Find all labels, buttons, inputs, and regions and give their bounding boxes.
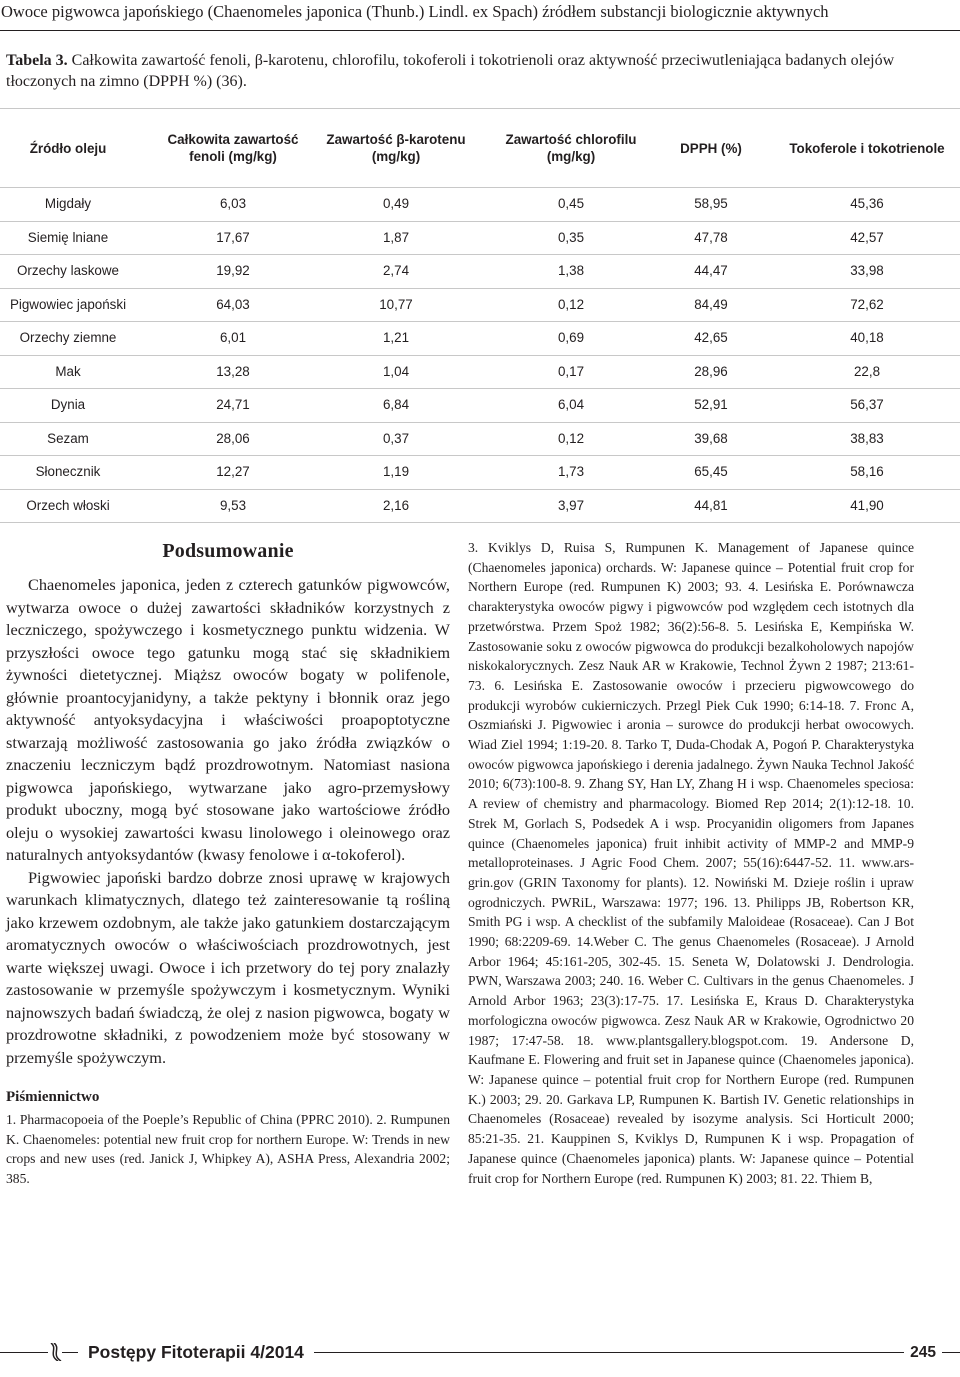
chlorophyll-cell: 1,73 bbox=[557, 464, 585, 479]
table-header bbox=[0, 108, 960, 188]
oil-source-cell: Mak bbox=[55, 363, 81, 379]
beta-carotene-cell: 1,19 bbox=[382, 464, 410, 479]
dpph-cell: 44,81 bbox=[694, 497, 728, 513]
tocopherols-cell: 33,98 bbox=[850, 263, 884, 278]
phenols-cell: 17,67 bbox=[216, 229, 250, 245]
page-number: 245 bbox=[904, 1342, 942, 1364]
beta-carotene-cell: 2,16 bbox=[382, 497, 410, 513]
table-caption-text: Całkowita zawartość fenoli, β-karotenu, chlorofilu, tokoferoli i tokotrienoli oraz aktywność przeciwutleniająca badanych olejów tłoczonych na zimno (DPPH %) (36). bbox=[6, 52, 895, 90]
table-row bbox=[0, 423, 960, 457]
phenols-cell: 6,03 bbox=[219, 196, 247, 211]
table-row bbox=[0, 188, 960, 222]
dpph-cell: 28,96 bbox=[694, 363, 728, 379]
table-row bbox=[0, 289, 960, 323]
phenols-cell: 19,92 bbox=[216, 263, 250, 278]
table-caption bbox=[6, 50, 956, 92]
table-body bbox=[0, 188, 960, 523]
chlorophyll-cell: 0,45 bbox=[557, 196, 585, 211]
phenols-cell: 12,27 bbox=[216, 464, 250, 479]
dpph-cell: 58,95 bbox=[694, 196, 728, 211]
table-row bbox=[0, 456, 960, 490]
column-header-text: Zawartość β-karotenu (mg/kg) bbox=[326, 132, 466, 164]
tocopherols-cell: 40,18 bbox=[850, 330, 884, 345]
column-header bbox=[780, 109, 954, 187]
dpph-cell: 65,45 bbox=[694, 464, 728, 479]
beta-carotene-cell: 0,37 bbox=[382, 430, 410, 446]
oil-source-cell: Pigwowiec japoński bbox=[9, 296, 127, 312]
right-column bbox=[468, 538, 914, 1188]
tocopherols-cell: 58,16 bbox=[850, 464, 884, 479]
table-row bbox=[0, 255, 960, 289]
column-header bbox=[318, 109, 474, 187]
tocopherols-cell: 56,37 bbox=[850, 397, 884, 412]
beta-carotene-cell: 10,77 bbox=[379, 296, 413, 312]
table-caption-label: Tabela 3. bbox=[6, 52, 68, 69]
running-header: Owoce pigwowca japońskiego (Chaenomeles japonica (Thunb.) Lindl. ex Spach) źródłem substancji biologicznie aktywnych bbox=[1, 2, 829, 21]
data-table bbox=[0, 108, 960, 523]
oil-source-cell: Sezam bbox=[47, 430, 89, 446]
header-rule bbox=[0, 30, 960, 31]
oil-source-cell: Dynia bbox=[50, 397, 86, 412]
tocopherols-cell: 22,8 bbox=[853, 363, 881, 379]
journal-mark-icon bbox=[48, 1343, 62, 1361]
table-row bbox=[0, 222, 960, 256]
beta-carotene-cell: 1,21 bbox=[382, 330, 410, 345]
column-header bbox=[488, 109, 654, 187]
journal-title: Postępy Fitoterapii 4/2014 bbox=[78, 1340, 314, 1364]
dpph-cell: 39,68 bbox=[694, 430, 728, 446]
phenols-cell: 64,03 bbox=[216, 296, 250, 312]
tocopherols-cell: 42,57 bbox=[850, 229, 884, 245]
beta-carotene-cell: 0,49 bbox=[382, 196, 410, 211]
tocopherols-cell: 72,62 bbox=[850, 296, 884, 312]
footer-mark bbox=[48, 1343, 62, 1361]
dpph-cell: 47,78 bbox=[694, 229, 728, 245]
beta-carotene-cell: 1,04 bbox=[382, 363, 410, 379]
chlorophyll-cell: 3,97 bbox=[557, 497, 585, 513]
summary-paragraph-1: Chaenomeles japonica, jeden z czterech gatunków pigwowców, wytwarza owoce o dużej zawartości składników korzystnych z leczniczego, spożywczego i kosmetycznego punktu widzenia. W przyszłości owoce tego gatunku mogą stać się składnikiem żywności dietetycznej. Miąższ owoców bogaty w polifenole, głównie proantocyjanidyny, a także pektyny i błonnik oraz jego aktywność antyoksydacyjna i właściwości proapoptotyczne stwarzają możliwość zastosowania go jako źródła związków o znaczeniu leczniczym bądź prozdrowotnym. Natomiast nasiona pigwowca japońskiego, wytwarzane jako agro-przemysłowy produkt uboczny, mogą być stosowane jako wartościowe źródło oleju o wysokiej zawartości kwasu linolowego i oleinowego oraz naturalnych antyoksydantów (kwasy fenolowe i α-tokoferol). bbox=[6, 575, 450, 864]
dpph-cell: 52,91 bbox=[694, 397, 728, 412]
section-title: Podsumowanie bbox=[162, 540, 294, 562]
beta-carotene-cell: 6,84 bbox=[382, 397, 410, 412]
references-left: 1. Pharmacopoeia of the Poeple’s Republic of China (PPRC 2010). 2. Rumpunen K. Chaenomeles: potential new fruit crop for northern Europe. W: Trends in new crops and new uses (red. Janick J, Whipkey A), ASHA Press, Alexandria 2002; 385. bbox=[6, 1112, 450, 1187]
tocopherols-cell: 38,83 bbox=[850, 430, 884, 446]
phenols-cell: 6,01 bbox=[219, 330, 247, 345]
phenols-cell: 28,06 bbox=[216, 430, 250, 446]
references-heading: Piśmiennictwo bbox=[6, 1089, 100, 1105]
beta-carotene-cell: 2,74 bbox=[382, 263, 410, 278]
column-header-text: Źródło oleju bbox=[29, 140, 107, 156]
oil-source-cell: Orzechy ziemne bbox=[19, 330, 117, 345]
chlorophyll-cell: 0,17 bbox=[557, 363, 585, 379]
phenols-cell: 9,53 bbox=[219, 497, 247, 513]
summary-paragraph-2: Pigwowiec japoński bardzo dobrze znosi uprawę w krajowych warunkach klimatycznych, dlatego też zainteresowanie tą rośliną jako krzewem ozdobnym, ale także jako gatunkiem dostarczającym aromatycznych owoców o właściwościach prozdrowotnych, jest warte większej uwagi. Owoce i ich przetwory do tej pory znalazły zastosowanie w przemyśle spożywczym i kosmetycznym. Wyniki najnowszych badań świadczą, że olej z nasion pigwowca, bogaty w prozdrowotne składniki, z powodzeniem może być stosowany w przemyśle spożywczym. bbox=[6, 867, 450, 1067]
tocopherols-cell: 41,90 bbox=[850, 497, 884, 513]
phenols-cell: 24,71 bbox=[216, 397, 250, 412]
column-header-text: DPPH (%) bbox=[680, 140, 742, 156]
chlorophyll-cell: 0,69 bbox=[557, 330, 585, 345]
oil-source-cell: Orzechy laskowe bbox=[17, 263, 119, 278]
table-row bbox=[0, 389, 960, 423]
oil-source-cell: Słonecznik bbox=[35, 464, 101, 479]
chlorophyll-cell: 6,04 bbox=[557, 397, 585, 412]
column-header-text: Tokoferole i tokotrienole bbox=[789, 140, 945, 156]
column-header bbox=[0, 109, 136, 187]
tocopherols-cell: 45,36 bbox=[850, 196, 884, 211]
chlorophyll-cell: 0,35 bbox=[557, 229, 585, 245]
column-header bbox=[158, 109, 308, 187]
table-row bbox=[0, 322, 960, 356]
phenols-cell: 13,28 bbox=[216, 363, 250, 379]
beta-carotene-cell: 1,87 bbox=[382, 229, 410, 245]
oil-source-cell: Siemię lniane bbox=[27, 229, 109, 245]
references-right: 3. Kviklys D, Ruisa S, Rumpunen K. Management of Japanese quince (Chaenomeles japonica) orchards. W: Japanese quince – Potential fruit crop for Northern Europe (red. Rumpunen K) 2003; 93. 4. Lesińska E. Porównawcza charakterystyka owoców pigwy i pigwowców pod względem cech istotnych dla przetwórstwa. Przem Spoż 1982; 36(2):56-8. 5. Lesińska E, Kempińska W. Zastosowanie soku z owoców pigwowca do produkcji bezalkoholowych napojów niskokalorycznych. Zesz Nauk AR w Krakowie, Technol Żywn 2 1987; 213:61-73. 6. Lesińska E. Zastosowanie owoców i przecieru pigwowcowego do produkcji wyrobów cukierniczych. Przegl Piek Cuk 1990; 6:14-18. 7. Fronc A, Oszmiański J. Pigwowiec i aronia – surowce do produkcji herbat owocowych. Wiad Ziel 1994; 1:19-20. 8. Tarko T, Duda-Chodak A, Pogoń P. Charakterystyka owoców pigwowca japońskiego i derenia jadalnego. Żywn Nauka Technol Jakość 2010; 6(73):100-8. 9. Zhang SY, Han LY, Zhang H i wsp. Chaenomeles speciosa: A review of chemistry and pharmacology. Biomed Rep 2014; 2(1):12-18. 10. Strek M, Gorlach S, Podsedek A i wsp. Procyanidin oligomers from Japanes quince (Chaenomeles japonica) fruit inhibit activity of MMP-2 and MMP-9 metalloproteinases. J Agric Food Chem. 2007; 55(16):6447-52. 11. www.ars-grin.gov (GRIN Taxonomy for plants). 12. Nowiński M. Dzieje roślin i upraw ogrodniczych. PWRiL, Warszawa: 1977; 196. 13. Philipps JB, Robertson KR, Smith PG i wsp. A checklist of the subfamily Maloideae (Rosaceae). Can J Bot 1990; 68:2209-69. 14.Weber C. The genus Chaenomeles (Rosaceae). J Arnold Arbor 1964; 45:161-205, 302-45. 15. Seneta W, Dolatowski J. Dendrologia. PWN, Warszawa 2003; 240. 16. Weber C. Cultivars in the genus Chaenomeles. J Arnold Arbor 1963; 23(3):17-75. 17. Lesińska E, Kraus D. Charakterystyka morfologiczna owoców pigwowca. Zesz Nauk AR w Krakowie, Ogrodnictwo 20 1987; 17:47-58. 18. www.plantsgallery.blogspot.com. 19. Andersone D, Kaufmane E. Flowering and fruit set in Japanese quince (Chaenomeles japonica). W: Japanese quince – potential fruit crop for Northern Europe (red. Rumpunen K.) 2003; 29. 20. Garkava LP, Rumpunen K. Bartish IV. Genetic relationships in Chaenomeles (Rosaceae) revealed by isozyme analysis. Sci Horticult 2000; 85:21-35. 21. Kauppinen S, Kviklys D, Rumpunen K i wsp. Propagation of Japanese quince (Chaenomeles japonica) plants. W: Japanese quince – Potential fruit crop for Northern Europe (red. Rumpunen K) 2003; 81. 22. Thiem B, bbox=[468, 540, 914, 1186]
chlorophyll-cell: 0,12 bbox=[557, 430, 585, 446]
dpph-cell: 44,47 bbox=[694, 263, 728, 278]
table-row bbox=[0, 490, 960, 524]
column-header-text: Całkowita zawartość fenoli (mg/kg) bbox=[167, 132, 299, 164]
left-column bbox=[6, 538, 450, 1189]
oil-source-cell: Migdały bbox=[44, 196, 92, 211]
column-header bbox=[650, 109, 772, 187]
dpph-cell: 84,49 bbox=[694, 296, 728, 312]
dpph-cell: 42,65 bbox=[694, 330, 728, 345]
table-row bbox=[0, 356, 960, 390]
oil-source-cell: Orzech włoski bbox=[26, 497, 110, 513]
column-header-text: Zawartość chlorofilu (mg/kg) bbox=[505, 132, 637, 164]
chlorophyll-cell: 0,12 bbox=[557, 296, 585, 312]
chlorophyll-cell: 1,38 bbox=[557, 263, 585, 278]
